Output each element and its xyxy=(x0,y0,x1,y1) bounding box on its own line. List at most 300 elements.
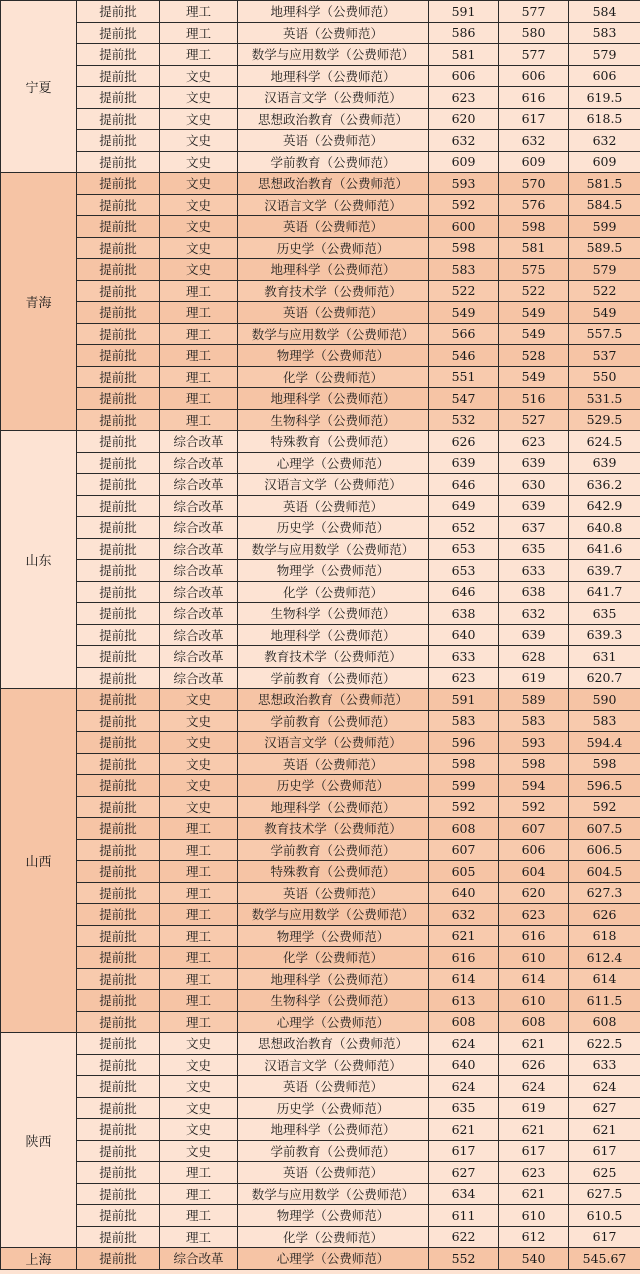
avg-score-cell: 641.6 xyxy=(569,538,640,560)
province-cell: 宁夏 xyxy=(1,1,77,173)
category-cell: 理工 xyxy=(160,345,238,367)
category-cell: 理工 xyxy=(160,1183,238,1205)
max-score-cell: 549 xyxy=(429,302,499,324)
category-cell: 理工 xyxy=(160,366,238,388)
batch-cell: 提前批 xyxy=(77,323,160,345)
batch-cell: 提前批 xyxy=(77,495,160,517)
major-cell: 地理科学（公费师范） xyxy=(238,388,429,410)
major-cell: 心理学（公费师范） xyxy=(238,1248,429,1270)
min-score-cell: 621 xyxy=(499,1033,569,1055)
max-score-cell: 607 xyxy=(429,839,499,861)
batch-cell: 提前批 xyxy=(77,1,160,23)
batch-cell: 提前批 xyxy=(77,818,160,840)
category-cell: 理工 xyxy=(160,302,238,324)
major-cell: 地理科学（公费师范） xyxy=(238,968,429,990)
table-row xyxy=(1,1076,640,1098)
major-cell: 数学与应用数学（公费师范） xyxy=(238,1183,429,1205)
table-row xyxy=(1,1162,640,1184)
major-cell: 地理科学（公费师范） xyxy=(238,1119,429,1141)
major-cell: 英语（公费师范） xyxy=(238,302,429,324)
major-cell: 数学与应用数学（公费师范） xyxy=(238,44,429,66)
major-cell: 学前教育（公费师范） xyxy=(238,839,429,861)
major-cell: 英语（公费师范） xyxy=(238,753,429,775)
min-score-cell: 577 xyxy=(499,1,569,23)
major-cell: 地理科学（公费师范） xyxy=(238,65,429,87)
min-score-cell: 623 xyxy=(499,431,569,453)
table-row xyxy=(1,624,640,646)
category-cell: 理工 xyxy=(160,323,238,345)
avg-score-cell: 642.9 xyxy=(569,495,640,517)
min-score-cell: 616 xyxy=(499,87,569,109)
province-group xyxy=(1,1,640,173)
major-cell: 生物科学（公费师范） xyxy=(238,990,429,1012)
max-score-cell: 621 xyxy=(429,1119,499,1141)
major-cell: 教育技术学（公费师范） xyxy=(238,818,429,840)
table-row xyxy=(1,646,640,668)
batch-cell: 提前批 xyxy=(77,452,160,474)
batch-cell: 提前批 xyxy=(77,366,160,388)
major-cell: 学前教育（公费师范） xyxy=(238,151,429,173)
batch-cell: 提前批 xyxy=(77,194,160,216)
table-row xyxy=(1,538,640,560)
batch-cell: 提前批 xyxy=(77,624,160,646)
min-score-cell: 621 xyxy=(499,1183,569,1205)
table-row xyxy=(1,409,640,431)
table-row xyxy=(1,302,640,324)
batch-cell: 提前批 xyxy=(77,1097,160,1119)
table-row xyxy=(1,345,640,367)
max-score-cell: 532 xyxy=(429,409,499,431)
min-score-cell: 633 xyxy=(499,560,569,582)
max-score-cell: 653 xyxy=(429,538,499,560)
major-cell: 英语（公费师范） xyxy=(238,216,429,238)
max-score-cell: 649 xyxy=(429,495,499,517)
province-group xyxy=(1,431,640,689)
table-row xyxy=(1,1097,640,1119)
table-row xyxy=(1,710,640,732)
category-cell: 理工 xyxy=(160,861,238,883)
major-cell: 思想政治教育（公费师范） xyxy=(238,173,429,195)
table-row xyxy=(1,839,640,861)
avg-score-cell: 617 xyxy=(569,1140,640,1162)
max-score-cell: 639 xyxy=(429,452,499,474)
category-cell: 文史 xyxy=(160,108,238,130)
batch-cell: 提前批 xyxy=(77,646,160,668)
min-score-cell: 623 xyxy=(499,1162,569,1184)
major-cell: 历史学（公费师范） xyxy=(238,517,429,539)
major-cell: 教育技术学（公费师范） xyxy=(238,646,429,668)
table-row xyxy=(1,796,640,818)
min-score-cell: 576 xyxy=(499,194,569,216)
table-row xyxy=(1,667,640,689)
table-row xyxy=(1,173,640,195)
category-cell: 综合改革 xyxy=(160,624,238,646)
min-score-cell: 610 xyxy=(499,990,569,1012)
batch-cell: 提前批 xyxy=(77,1248,160,1270)
category-cell: 文史 xyxy=(160,753,238,775)
batch-cell: 提前批 xyxy=(77,1033,160,1055)
avg-score-cell: 619.5 xyxy=(569,87,640,109)
major-cell: 地理科学（公费师范） xyxy=(238,1,429,23)
min-score-cell: 594 xyxy=(499,775,569,797)
category-cell: 理工 xyxy=(160,1226,238,1248)
max-score-cell: 646 xyxy=(429,581,499,603)
major-cell: 学前教育（公费师范） xyxy=(238,667,429,689)
batch-cell: 提前批 xyxy=(77,151,160,173)
major-cell: 学前教育（公费师范） xyxy=(238,710,429,732)
min-score-cell: 549 xyxy=(499,323,569,345)
avg-score-cell: 583 xyxy=(569,22,640,44)
table-row xyxy=(1,818,640,840)
avg-score-cell: 589.5 xyxy=(569,237,640,259)
max-score-cell: 652 xyxy=(429,517,499,539)
category-cell: 综合改革 xyxy=(160,560,238,582)
max-score-cell: 646 xyxy=(429,474,499,496)
max-score-cell: 626 xyxy=(429,431,499,453)
batch-cell: 提前批 xyxy=(77,1205,160,1227)
min-score-cell: 549 xyxy=(499,302,569,324)
category-cell: 理工 xyxy=(160,388,238,410)
max-score-cell: 606 xyxy=(429,65,499,87)
batch-cell: 提前批 xyxy=(77,130,160,152)
min-score-cell: 639 xyxy=(499,495,569,517)
max-score-cell: 583 xyxy=(429,259,499,281)
avg-score-cell: 529.5 xyxy=(569,409,640,431)
avg-score-cell: 624.5 xyxy=(569,431,640,453)
batch-cell: 提前批 xyxy=(77,1183,160,1205)
batch-cell: 提前批 xyxy=(77,1162,160,1184)
category-cell: 文史 xyxy=(160,1033,238,1055)
major-cell: 地理科学（公费师范） xyxy=(238,796,429,818)
category-cell: 文史 xyxy=(160,775,238,797)
max-score-cell: 633 xyxy=(429,646,499,668)
major-cell: 特殊教育（公费师范） xyxy=(238,861,429,883)
category-cell: 理工 xyxy=(160,839,238,861)
table-row xyxy=(1,194,640,216)
batch-cell: 提前批 xyxy=(77,259,160,281)
avg-score-cell: 592 xyxy=(569,796,640,818)
max-score-cell: 592 xyxy=(429,194,499,216)
table-row xyxy=(1,366,640,388)
category-cell: 理工 xyxy=(160,280,238,302)
major-cell: 历史学（公费师范） xyxy=(238,1097,429,1119)
avg-score-cell: 609 xyxy=(569,151,640,173)
province-cell: 山东 xyxy=(1,431,77,689)
category-cell: 文史 xyxy=(160,1140,238,1162)
category-cell: 文史 xyxy=(160,65,238,87)
category-cell: 文史 xyxy=(160,796,238,818)
major-cell: 历史学（公费师范） xyxy=(238,237,429,259)
max-score-cell: 566 xyxy=(429,323,499,345)
avg-score-cell: 622.5 xyxy=(569,1033,640,1055)
min-score-cell: 632 xyxy=(499,603,569,625)
min-score-cell: 639 xyxy=(499,452,569,474)
min-score-cell: 616 xyxy=(499,925,569,947)
avg-score-cell: 550 xyxy=(569,366,640,388)
category-cell: 理工 xyxy=(160,925,238,947)
avg-score-cell: 639 xyxy=(569,452,640,474)
avg-score-cell: 640.8 xyxy=(569,517,640,539)
batch-cell: 提前批 xyxy=(77,603,160,625)
category-cell: 理工 xyxy=(160,947,238,969)
min-score-cell: 623 xyxy=(499,904,569,926)
table-row xyxy=(1,44,640,66)
category-cell: 文史 xyxy=(160,1097,238,1119)
batch-cell: 提前批 xyxy=(77,302,160,324)
avg-score-cell: 590 xyxy=(569,689,640,711)
batch-cell: 提前批 xyxy=(77,947,160,969)
avg-score-cell: 626 xyxy=(569,904,640,926)
max-score-cell: 613 xyxy=(429,990,499,1012)
category-cell: 综合改革 xyxy=(160,517,238,539)
major-cell: 数学与应用数学（公费师范） xyxy=(238,323,429,345)
batch-cell: 提前批 xyxy=(77,22,160,44)
major-cell: 物理学（公费师范） xyxy=(238,560,429,582)
batch-cell: 提前批 xyxy=(77,65,160,87)
table-row xyxy=(1,323,640,345)
avg-score-cell: 617 xyxy=(569,1226,640,1248)
table-row xyxy=(1,87,640,109)
avg-score-cell: 639.3 xyxy=(569,624,640,646)
major-cell: 心理学（公费师范） xyxy=(238,452,429,474)
max-score-cell: 596 xyxy=(429,732,499,754)
min-score-cell: 638 xyxy=(499,581,569,603)
max-score-cell: 624 xyxy=(429,1033,499,1055)
avg-score-cell: 549 xyxy=(569,302,640,324)
batch-cell: 提前批 xyxy=(77,237,160,259)
max-score-cell: 547 xyxy=(429,388,499,410)
table-row xyxy=(1,947,640,969)
max-score-cell: 623 xyxy=(429,87,499,109)
avg-score-cell: 633 xyxy=(569,1054,640,1076)
avg-score-cell: 608 xyxy=(569,1011,640,1033)
max-score-cell: 621 xyxy=(429,925,499,947)
avg-score-cell: 641.7 xyxy=(569,581,640,603)
major-cell: 思想政治教育（公费师范） xyxy=(238,1033,429,1055)
major-cell: 历史学（公费师范） xyxy=(238,775,429,797)
province-cell: 青海 xyxy=(1,173,77,431)
province-group xyxy=(1,1033,640,1248)
table-row xyxy=(1,732,640,754)
batch-cell: 提前批 xyxy=(77,280,160,302)
batch-cell: 提前批 xyxy=(77,904,160,926)
max-score-cell: 638 xyxy=(429,603,499,625)
category-cell: 文史 xyxy=(160,237,238,259)
batch-cell: 提前批 xyxy=(77,1011,160,1033)
batch-cell: 提前批 xyxy=(77,44,160,66)
min-score-cell: 610 xyxy=(499,1205,569,1227)
major-cell: 地理科学（公费师范） xyxy=(238,259,429,281)
category-cell: 综合改革 xyxy=(160,1248,238,1270)
min-score-cell: 609 xyxy=(499,151,569,173)
max-score-cell: 581 xyxy=(429,44,499,66)
avg-score-cell: 631 xyxy=(569,646,640,668)
avg-score-cell: 606.5 xyxy=(569,839,640,861)
avg-score-cell: 583 xyxy=(569,710,640,732)
min-score-cell: 635 xyxy=(499,538,569,560)
min-score-cell: 593 xyxy=(499,732,569,754)
min-score-cell: 606 xyxy=(499,839,569,861)
max-score-cell: 623 xyxy=(429,667,499,689)
min-score-cell: 522 xyxy=(499,280,569,302)
table-row xyxy=(1,603,640,625)
max-score-cell: 583 xyxy=(429,710,499,732)
avg-score-cell: 594.4 xyxy=(569,732,640,754)
batch-cell: 提前批 xyxy=(77,409,160,431)
table-row xyxy=(1,280,640,302)
min-score-cell: 598 xyxy=(499,753,569,775)
batch-cell: 提前批 xyxy=(77,216,160,238)
table-row xyxy=(1,904,640,926)
batch-cell: 提前批 xyxy=(77,689,160,711)
batch-cell: 提前批 xyxy=(77,882,160,904)
min-score-cell: 614 xyxy=(499,968,569,990)
major-cell: 物理学（公费师范） xyxy=(238,925,429,947)
category-cell: 理工 xyxy=(160,44,238,66)
max-score-cell: 634 xyxy=(429,1183,499,1205)
batch-cell: 提前批 xyxy=(77,538,160,560)
max-score-cell: 522 xyxy=(429,280,499,302)
max-score-cell: 599 xyxy=(429,775,499,797)
category-cell: 文史 xyxy=(160,173,238,195)
max-score-cell: 591 xyxy=(429,689,499,711)
avg-score-cell: 636.2 xyxy=(569,474,640,496)
avg-score-cell: 522 xyxy=(569,280,640,302)
min-score-cell: 592 xyxy=(499,796,569,818)
avg-score-cell: 627 xyxy=(569,1097,640,1119)
max-score-cell: 632 xyxy=(429,904,499,926)
batch-cell: 提前批 xyxy=(77,388,160,410)
table-row xyxy=(1,968,640,990)
batch-cell: 提前批 xyxy=(77,839,160,861)
min-score-cell: 639 xyxy=(499,624,569,646)
table-row xyxy=(1,22,640,44)
table-row xyxy=(1,1119,640,1141)
major-cell: 英语（公费师范） xyxy=(238,1162,429,1184)
major-cell: 英语（公费师范） xyxy=(238,1076,429,1098)
avg-score-cell: 607.5 xyxy=(569,818,640,840)
category-cell: 文史 xyxy=(160,710,238,732)
major-cell: 教育技术学（公费师范） xyxy=(238,280,429,302)
max-score-cell: 551 xyxy=(429,366,499,388)
batch-cell: 提前批 xyxy=(77,108,160,130)
batch-cell: 提前批 xyxy=(77,517,160,539)
major-cell: 化学（公费师范） xyxy=(238,366,429,388)
min-score-cell: 575 xyxy=(499,259,569,281)
max-score-cell: 552 xyxy=(429,1248,499,1270)
table-row xyxy=(1,259,640,281)
table-row xyxy=(1,452,640,474)
province-cell: 陕西 xyxy=(1,1033,77,1248)
min-score-cell: 527 xyxy=(499,409,569,431)
table-row xyxy=(1,581,640,603)
table-row xyxy=(1,753,640,775)
min-score-cell: 577 xyxy=(499,44,569,66)
min-score-cell: 619 xyxy=(499,1097,569,1119)
category-cell: 理工 xyxy=(160,818,238,840)
max-score-cell: 605 xyxy=(429,861,499,883)
min-score-cell: 581 xyxy=(499,237,569,259)
major-cell: 生物科学（公费师范） xyxy=(238,409,429,431)
major-cell: 英语（公费师范） xyxy=(238,22,429,44)
max-score-cell: 620 xyxy=(429,108,499,130)
max-score-cell: 600 xyxy=(429,216,499,238)
major-cell: 英语（公费师范） xyxy=(238,882,429,904)
min-score-cell: 607 xyxy=(499,818,569,840)
max-score-cell: 617 xyxy=(429,1140,499,1162)
major-cell: 化学（公费师范） xyxy=(238,581,429,603)
category-cell: 综合改革 xyxy=(160,538,238,560)
category-cell: 文史 xyxy=(160,1054,238,1076)
max-score-cell: 611 xyxy=(429,1205,499,1227)
category-cell: 文史 xyxy=(160,1119,238,1141)
avg-score-cell: 545.67 xyxy=(569,1248,640,1270)
min-score-cell: 630 xyxy=(499,474,569,496)
avg-score-cell: 584 xyxy=(569,1,640,23)
table-row xyxy=(1,474,640,496)
avg-score-cell: 639.7 xyxy=(569,560,640,582)
table-row xyxy=(1,1248,640,1270)
table-row xyxy=(1,151,640,173)
avg-score-cell: 632 xyxy=(569,130,640,152)
table-row xyxy=(1,1011,640,1033)
table-row xyxy=(1,990,640,1012)
batch-cell: 提前批 xyxy=(77,1054,160,1076)
major-cell: 数学与应用数学（公费师范） xyxy=(238,904,429,926)
category-cell: 文史 xyxy=(160,194,238,216)
table-row xyxy=(1,775,640,797)
batch-cell: 提前批 xyxy=(77,581,160,603)
avg-score-cell: 581.5 xyxy=(569,173,640,195)
min-score-cell: 528 xyxy=(499,345,569,367)
max-score-cell: 591 xyxy=(429,1,499,23)
avg-score-cell: 537 xyxy=(569,345,640,367)
max-score-cell: 586 xyxy=(429,22,499,44)
category-cell: 文史 xyxy=(160,87,238,109)
batch-cell: 提前批 xyxy=(77,775,160,797)
max-score-cell: 592 xyxy=(429,796,499,818)
major-cell: 思想政治教育（公费师范） xyxy=(238,689,429,711)
batch-cell: 提前批 xyxy=(77,345,160,367)
avg-score-cell: 624 xyxy=(569,1076,640,1098)
batch-cell: 提前批 xyxy=(77,753,160,775)
avg-score-cell: 579 xyxy=(569,44,640,66)
category-cell: 文史 xyxy=(160,689,238,711)
min-score-cell: 610 xyxy=(499,947,569,969)
max-score-cell: 598 xyxy=(429,237,499,259)
avg-score-cell: 606 xyxy=(569,65,640,87)
table-row xyxy=(1,1,640,23)
batch-cell: 提前批 xyxy=(77,968,160,990)
major-cell: 英语（公费师范） xyxy=(238,495,429,517)
batch-cell: 提前批 xyxy=(77,861,160,883)
avg-score-cell: 596.5 xyxy=(569,775,640,797)
category-cell: 理工 xyxy=(160,990,238,1012)
avg-score-cell: 611.5 xyxy=(569,990,640,1012)
category-cell: 理工 xyxy=(160,409,238,431)
category-cell: 综合改革 xyxy=(160,603,238,625)
min-score-cell: 620 xyxy=(499,882,569,904)
max-score-cell: 653 xyxy=(429,560,499,582)
major-cell: 思想政治教育（公费师范） xyxy=(238,108,429,130)
table-row xyxy=(1,65,640,87)
batch-cell: 提前批 xyxy=(77,1119,160,1141)
avg-score-cell: 614 xyxy=(569,968,640,990)
category-cell: 综合改革 xyxy=(160,474,238,496)
table-row xyxy=(1,108,640,130)
major-cell: 汉语言文学（公费师范） xyxy=(238,194,429,216)
min-score-cell: 604 xyxy=(499,861,569,883)
